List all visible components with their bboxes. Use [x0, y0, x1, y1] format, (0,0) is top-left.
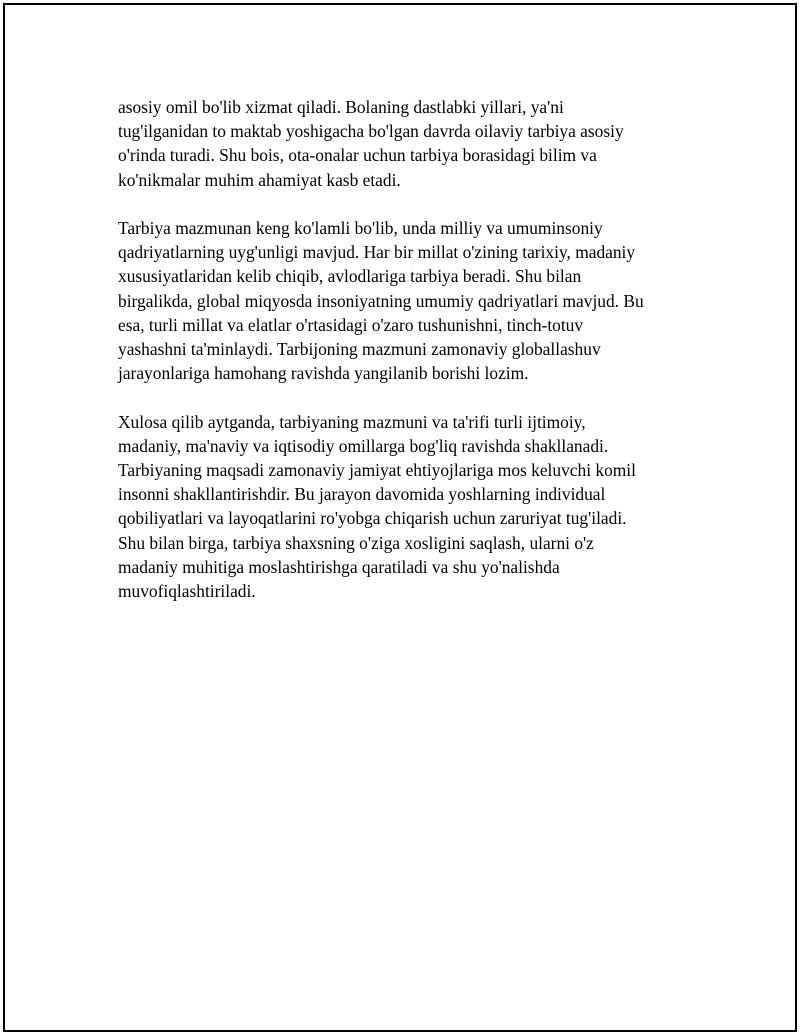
text-line: qobiliyatlari va layoqatlarini ro'yobga chiqarish uchun zaruriyat tug'iladi.	[118, 508, 627, 529]
text-line: esa, turli millat va elatlar o'rtasidagi o'zaro tushunishni, tinch-totuv	[118, 314, 584, 335]
text-line: qadriyatlarning uyg'unligi mavjud. Har bir millat o'zining tarixiy, madaniy	[118, 242, 636, 263]
text-line: xususiyatlaridan kelib chiqib, avlodlariga tarbiya beradi. Shu bilan	[118, 266, 582, 287]
paragraph-3	[118, 410, 708, 604]
document-body	[118, 95, 708, 627]
document-page	[3, 3, 797, 1032]
text-line: madaniy, ma'naviy va iqtisodiy omillarga bog'liq ravishda shakllanadi.	[118, 435, 609, 456]
text-line: o'rinda turadi. Shu bois, ota-onalar uchun tarbiya borasidagi bilim va	[118, 145, 597, 166]
text-line: muvofiqlashtiriladi.	[118, 581, 256, 602]
text-line: yashashni ta'minlaydi. Tarbijoning mazmuni zamonaviy globallashuv	[118, 339, 601, 360]
paragraph-1	[118, 95, 708, 192]
text-line: tug'ilganidan to maktab yoshigacha bo'lgan davrda oilaviy tarbiya asosiy	[118, 121, 624, 142]
text-line: Shu bilan birga, tarbiya shaxsning o'ziga xosligini saqlash, ularni o'z	[118, 532, 594, 553]
text-line: ko'nikmalar muhim ahamiyat kasb etadi.	[118, 169, 401, 190]
text-line: madaniy muhitiga moslashtirishga qaratiladi va shu yo'nalishda	[118, 556, 560, 577]
text-line: insonni shakllantirishdir. Bu jarayon davomida yoshlarning individual	[118, 484, 606, 505]
text-line: birgalikda, global miqyosda insoniyatning umumiy qadriyatlari mavjud. Bu	[118, 290, 644, 311]
paragraph-2	[118, 216, 708, 385]
text-line: asosiy omil bo'lib xizmat qiladi. Bolaning dastlabki yillari, ya'ni	[118, 97, 564, 117]
text-line: jarayonlariga hamohang ravishda yangilanib borishi lozim.	[118, 363, 529, 384]
text-line: Tarbiyaning maqsadi zamonaviy jamiyat ehtiyojlariga mos keluvchi komil	[118, 460, 636, 481]
text-line: Xulosa qilib aytganda, tarbiyaning mazmuni va ta'rifi turli ijtimoiy,	[118, 411, 586, 432]
text-line: Tarbiya mazmunan keng ko'lamli bo'lib, unda milliy va umuminsoniy	[118, 218, 603, 238]
